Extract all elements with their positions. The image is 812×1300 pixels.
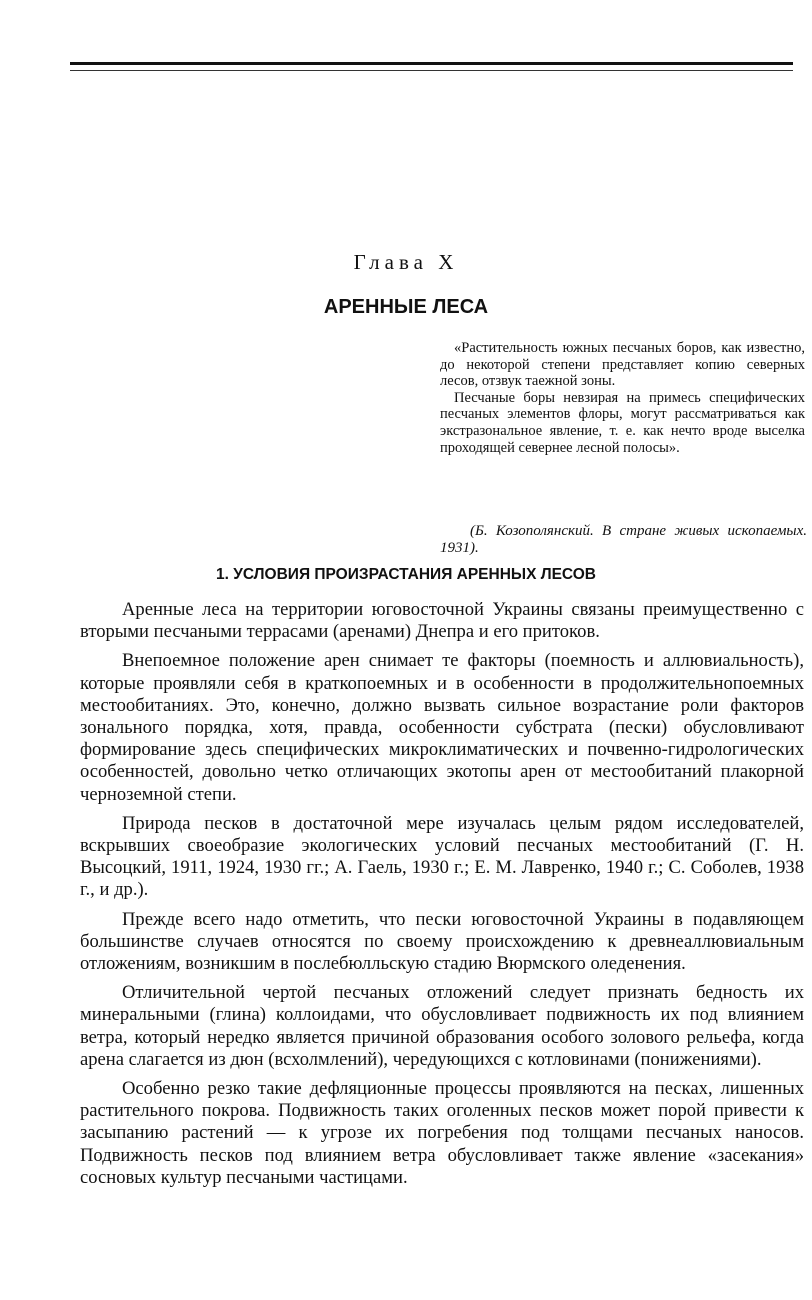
- body-paragraph: Природа песков в достаточной мере изучалась целым рядом исследователей, вскрывших своеобразие экологических условий песчаных местообитаний (Г. Н. Высоцкий, 1911, 1924, 1930 гг.; А. Гаель, 1930 г.; Е. М. Лавренко, 1940 г.; С. Соболев, 1938 г., и др.).: [80, 812, 804, 901]
- epigraph: [440, 340, 805, 456]
- body-text: [80, 599, 804, 1196]
- top-rule-thin: [70, 70, 793, 71]
- chapter-title: АРЕННЫЕ ЛЕСА: [323, 296, 489, 318]
- body-paragraph: Особенно резко такие дефляционные процессы проявляются на песках, лишенных растительного покрова. Подвижность таких оголенных песков может порой привести к засыпанию растений — к угрозе их погребения под толщами песчаных наносов. Подвижность песков под влиянием ветра обусловливает также явление «засекания» сосновых культур песчаными частицами.: [80, 1078, 804, 1188]
- epigraph-source: (Б. Козополянский. В стране живых ископаемых. 1931).: [440, 523, 807, 556]
- epigraph-paragraph: Песчаные боры невзирая на примесь специфических песчаных элементов флоры, могут рассматриваться как экстразональное явление, т. е. как нечто вроде выселка проходящей севернее лесной полосы».: [440, 389, 805, 456]
- chapter-label: Глава X: [353, 250, 459, 274]
- epigraph-paragraph: «Растительность южных песчаных боров, как известно, до некоторой степени представляет копию северных лесов, отзвук таежной зоны.: [440, 340, 805, 390]
- body-paragraph: Аренные леса на территории юговосточной Украины связаны преимущественно с вторыми песчаными террасами (аренами) Днепра и его притоков.: [80, 599, 804, 643]
- top-rule: [70, 62, 793, 65]
- body-paragraph: Отличительной чертой песчаных отложений следует признать бедность их минеральными (глина) коллоидами, что обусловливает подвижность их под влиянием ветра, который нередко является причиной образования особого золового рельефа, когда арена слагается из дюн (всхолмлений), чередующихся с котловинами (понижениями).: [80, 982, 804, 1070]
- body-paragraph: Внепоемное положение арен снимает те факторы (поемность и аллювиальность), которые проявляли себя в краткопоемных и в особенности в продолжительнопоемных местообитаниях. Это, конечно, должно вызвать сильное возрастание роли факторов зонального порядка, хотя, правда, особенности субстрата (пески) обусловливают формирование здесь специфических микроклиматических и почвенно-гидрологических особенностей, довольно четко отличающих экотопы арен от местообитаний плакорной черноземной степи.: [80, 650, 804, 805]
- body-paragraph: Прежде всего надо отметить, что пески юговосточной Украины в подавляющем большинстве случаев относятся по своему происхождению к древнеаллювиальным отложениям, возникшим в послебюлльскую стадию Вюрмского оледенения.: [80, 908, 804, 975]
- section-heading: 1. УСЛОВИЯ ПРОИЗРАСТАНИЯ АРЕННЫХ ЛЕСОВ: [216, 566, 596, 583]
